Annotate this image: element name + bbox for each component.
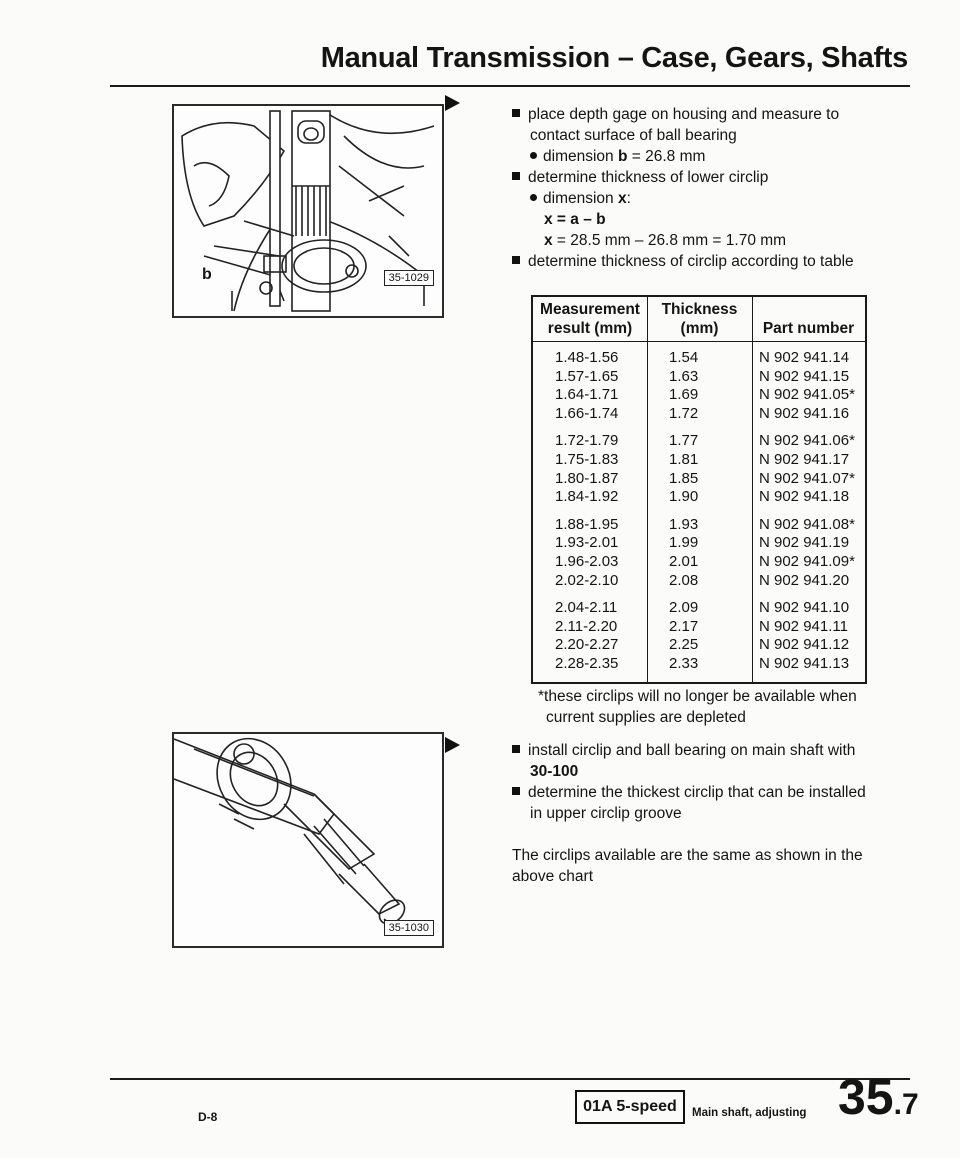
bullet-dot-icon xyxy=(530,152,537,159)
step-thickest-circlip: determine the thickest circlip that can be installed in upper circlip groove xyxy=(512,782,877,824)
step-install-circlip: install circlip and ball bearing on main shaft with 30-100 xyxy=(512,740,877,782)
measurement-cell: 1.75-1.83 xyxy=(555,451,619,468)
pointer-arrow-icon xyxy=(445,737,460,753)
measurement-cell: 2.04-2.11 xyxy=(555,599,618,617)
part-number-cell: N 902 941.12 xyxy=(759,636,850,654)
note-same-circlips: The circlips available are the same as shown in the above chart xyxy=(512,847,863,885)
measurement-cell: 1.66-1.74 xyxy=(555,404,619,422)
part-number-cell: N 902 941.09* xyxy=(759,553,855,570)
model-box: 01A 5-speed xyxy=(575,1090,685,1124)
part-number-cell: N 902 941.13 xyxy=(759,655,850,672)
circlip-table xyxy=(531,295,867,684)
page-title: Manual Transmission – Case, Gears, Shafts xyxy=(320,42,908,74)
measurement-cell: 1.64-1.71 xyxy=(555,386,619,404)
measurement-cell: 1.84-1.92 xyxy=(555,488,619,506)
bullet-square-icon xyxy=(512,787,520,795)
measurement-cell: 2.11-2.20 xyxy=(555,617,618,635)
step-lower-circlip: determine thickness of lower circlip xyxy=(512,167,877,188)
page-code: D-8 xyxy=(198,1110,218,1124)
part-number-cell: N 902 941.17 xyxy=(759,451,850,468)
step-place-gage: place depth gage on housing and measure to contact surface of ball bearing xyxy=(512,104,877,146)
thickness-cell: 1.93 xyxy=(669,515,699,533)
column-header-thickness: Thickness (mm) xyxy=(661,301,738,337)
figure-letter: b xyxy=(202,266,212,283)
bearing-shaft-illustration xyxy=(174,734,442,946)
part-number-cell: N 902 941.15 xyxy=(759,367,850,385)
substep-dimension-b: dimension b = 26.8 mm xyxy=(512,146,877,167)
bullet-square-icon xyxy=(512,172,520,180)
part-number-cell: N 902 941.16 xyxy=(759,404,850,422)
part-number-cell: N 902 941.08* xyxy=(759,515,855,533)
part-number-cell: N 902 941.06* xyxy=(759,432,855,450)
section-number: 35.7 xyxy=(838,1069,919,1125)
part-number-cell: N 902 941.20 xyxy=(759,571,850,589)
formula-x-values: x = 28.5 mm – 26.8 mm = 1.70 mm xyxy=(544,232,787,249)
footer-rule xyxy=(110,1078,910,1080)
thickness-cell: 1.77 xyxy=(669,432,699,450)
bullet-square-icon xyxy=(512,109,520,117)
formula-x: x = a – b xyxy=(544,211,606,228)
measurement-cell: 2.28-2.35 xyxy=(555,655,619,672)
thickness-cell: 2.08 xyxy=(669,571,699,589)
measurement-cell: 1.88-1.95 xyxy=(555,515,619,533)
section-subtitle: Main shaft, adjusting xyxy=(692,1107,807,1119)
part-number-cell: N 902 941.10 xyxy=(759,599,850,617)
measurement-cell: 1.72-1.79 xyxy=(555,432,619,450)
thickness-cell: 1.54 xyxy=(669,349,699,366)
bullet-square-icon xyxy=(512,256,520,264)
thickness-cell: 1.85 xyxy=(669,469,699,487)
part-number-cell: N 902 941.18 xyxy=(759,488,850,506)
instruction-block-2 xyxy=(512,740,877,887)
thickness-cell: 1.99 xyxy=(669,534,699,552)
step-thickness-table: determine thickness of circlip according to table xyxy=(512,251,877,272)
thickness-cell: 1.72 xyxy=(669,404,699,422)
bullet-square-icon xyxy=(512,745,520,753)
column-header-measurement: Measurement result (mm) xyxy=(540,301,640,337)
thickness-cell: 1.81 xyxy=(669,451,699,468)
table-footnote: *these circlips will no longer be available when current supplies are depleted xyxy=(538,688,857,726)
thickness-cell: 2.33 xyxy=(669,655,699,672)
measurement-cell: 2.02-2.10 xyxy=(555,571,619,589)
column-header-part-number: Part number xyxy=(762,320,855,337)
measurement-cell: 1.93-2.01 xyxy=(555,534,619,552)
measurement-cell: 1.96-2.03 xyxy=(555,553,619,570)
thickness-cell: 1.63 xyxy=(669,367,699,385)
header-rule xyxy=(110,85,910,87)
thickness-cell: 1.90 xyxy=(669,488,699,506)
measurement-cell: 2.20-2.27 xyxy=(555,636,619,654)
figure-depth-gage xyxy=(172,104,444,318)
part-number-cell: N 902 941.07* xyxy=(759,469,855,487)
part-number-cell: N 902 941.14 xyxy=(759,349,850,366)
bullet-dot-icon xyxy=(530,194,537,201)
instruction-block-1 xyxy=(512,104,877,272)
pointer-arrow-icon xyxy=(445,95,460,111)
part-number-cell: N 902 941.05* xyxy=(759,386,855,404)
thickness-cell: 2.17 xyxy=(669,617,699,635)
thickness-cell: 2.01 xyxy=(669,553,699,570)
measurement-cell: 1.57-1.65 xyxy=(555,367,619,385)
column-divider xyxy=(647,297,648,682)
part-number-cell: N 902 941.11 xyxy=(759,617,848,635)
measurement-cell: 1.48-1.56 xyxy=(555,349,619,366)
figure-number-label: 35-1029 xyxy=(384,270,434,286)
figure-number-label: 35-1030 xyxy=(384,920,434,936)
thickness-cell: 2.25 xyxy=(669,636,699,654)
substep-dimension-x: dimension x: xyxy=(512,188,877,209)
figure-bearing-shaft xyxy=(172,732,444,948)
thickness-cell: 2.09 xyxy=(669,599,699,617)
measurement-cell: 1.80-1.87 xyxy=(555,469,619,487)
thickness-cell: 1.69 xyxy=(669,386,699,404)
part-number-cell: N 902 941.19 xyxy=(759,534,850,552)
